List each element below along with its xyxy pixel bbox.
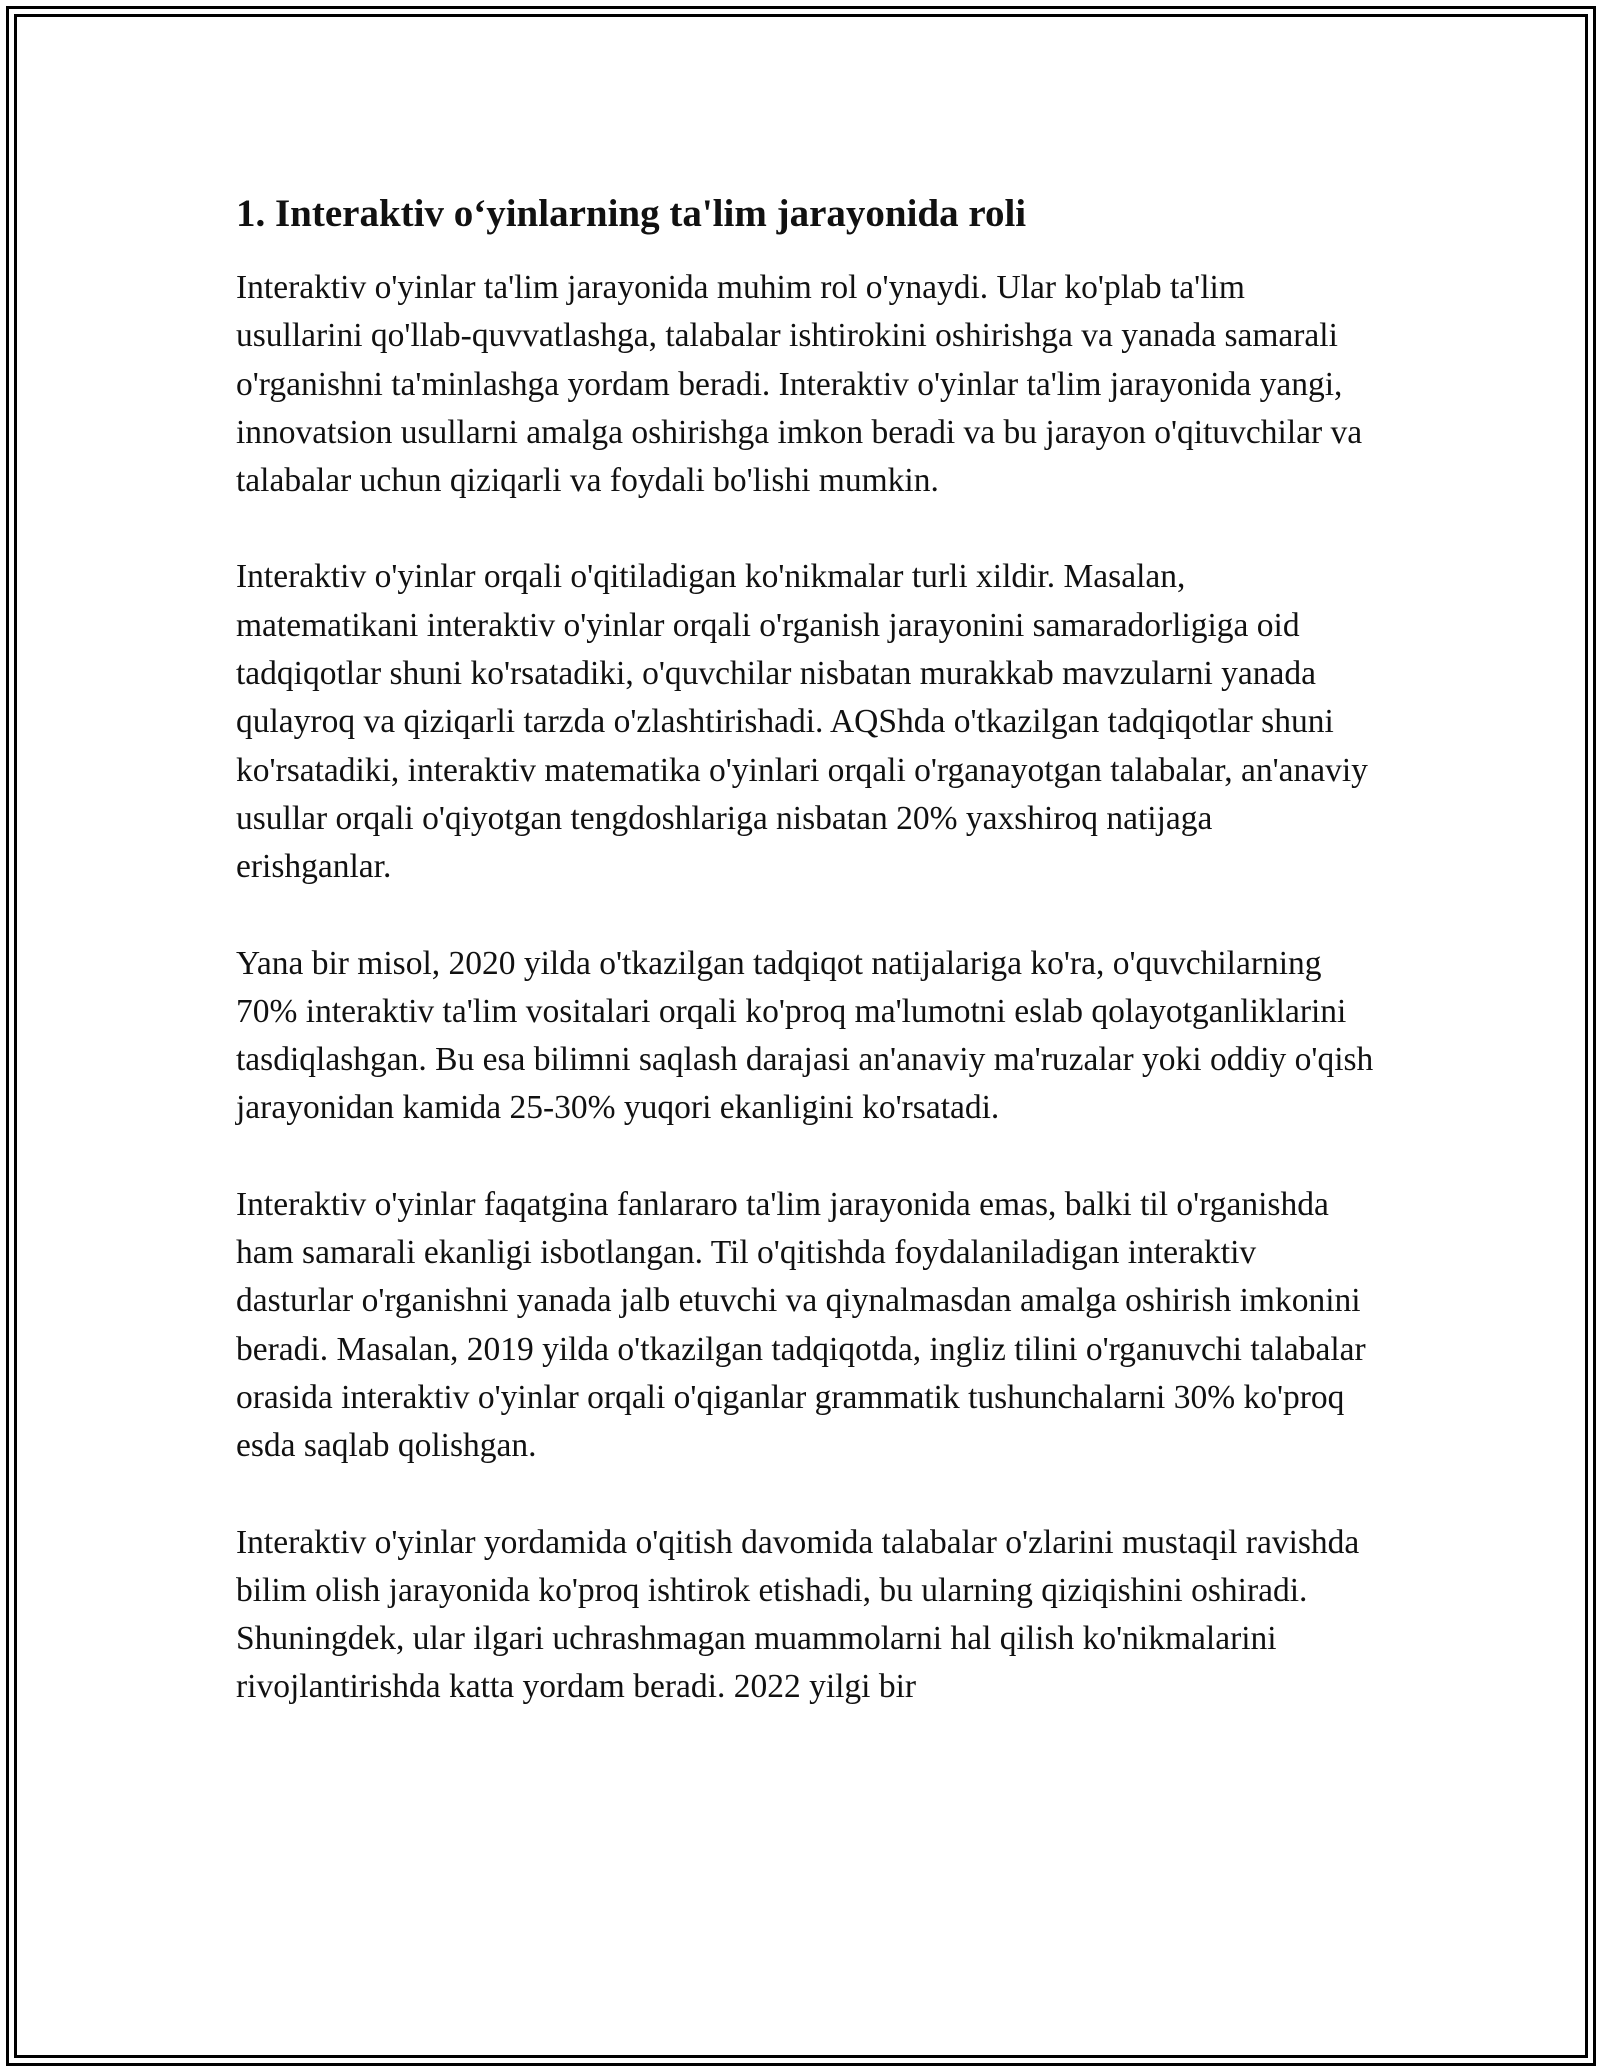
paragraph-3: Yana bir misol, 2020 yilda o'tkazilgan tadqiqot natijalariga ko'ra, o'quvchilarning 70% interaktiv ta'lim vositalari orqali ko'proq ma'lumotni eslab qolayotganliklarini tasdiqlashgan. Bu esa bilimni saqlash darajasi an'anaviy ma'ruzalar yoki oddiy o'qish jarayonidan kamida 25-30% yuqori ekanligini ko'rsatadi. <box>236 944 1374 1127</box>
paragraph-2: Interaktiv o'yinlar orqali o'qitiladigan ko'nikmalar turli xildir. Masalan, matematikani interaktiv o'yinlar orqali o'rganish jarayonini samaradorligiga oid tadqiqotlar shuni ko'rsatadiki, o'quvchilar nisbatan murakkab mavzularni yanada qulayroq va qiziqarli tarzda o'zlashtirishadi. AQShda o'tkazilgan tadqiqotlar shuni ko'rsatadiki, interaktiv matematika o'yinlari orqali o'rganayotgan talabalar, an'anaviy usullar orqali o'qiyotgan tengdoshlariga nisbatan 20% yaxshiroq natijaga erishganlar. <box>236 558 1368 886</box>
paragraph-1: Interaktiv o'yinlar ta'lim jarayonida muhim rol o'ynaydi. Ular ko'plab ta'lim usullarini qo'llab-quvvatlashga, talabalar ishtirokini oshirishga va yanada samarali o'rganishni ta'minlashga yordam beradi. Interaktiv o'yinlar ta'lim jarayonida yangi, innovatsion usullarni amalga oshirishga imkon beradi va bu jarayon o'qituvchilar va talabalar uchun qiziqarli va foydali bo'lishi mumkin. <box>236 269 1363 500</box>
paragraph-5: Interaktiv o'yinlar yordamida o'qitish davomida talabalar o'zlarini mustaqil ravishda bilim olish jarayonida ko'proq ishtirok etishadi, bu ularning qiziqishini oshiradi. Shuningdek, ular ilgari uchrashmagan muammolarni hal qilish ko'nikmalarini rivojlantirishda katta yordam beradi. 2022 yilgi bir <box>236 1523 1360 1706</box>
section-heading: 1. Interaktiv o‘yinlarning ta'lim jarayonida roli <box>236 192 1027 235</box>
document-body <box>236 186 1376 1760</box>
paragraph-4: Interaktiv o'yinlar faqatgina fanlararo ta'lim jarayonida emas, balki til o'rganishda ham samarali ekanligi isbotlangan. Til o'qitishda foydalaniladigan interaktiv dasturlar o'rganishni yanada jalb etuvchi va qiynalmasdan amalga oshirish imkonini beradi. Masalan, 2019 yilda o'tkazilgan tadqiqotda, ingliz tilini o'rganuvchi talabalar orasida interaktiv o'yinlar orqali o'qiganlar grammatik tushunchalarni 30% ko'proq esda saqlab qolishgan. <box>236 1185 1366 1465</box>
